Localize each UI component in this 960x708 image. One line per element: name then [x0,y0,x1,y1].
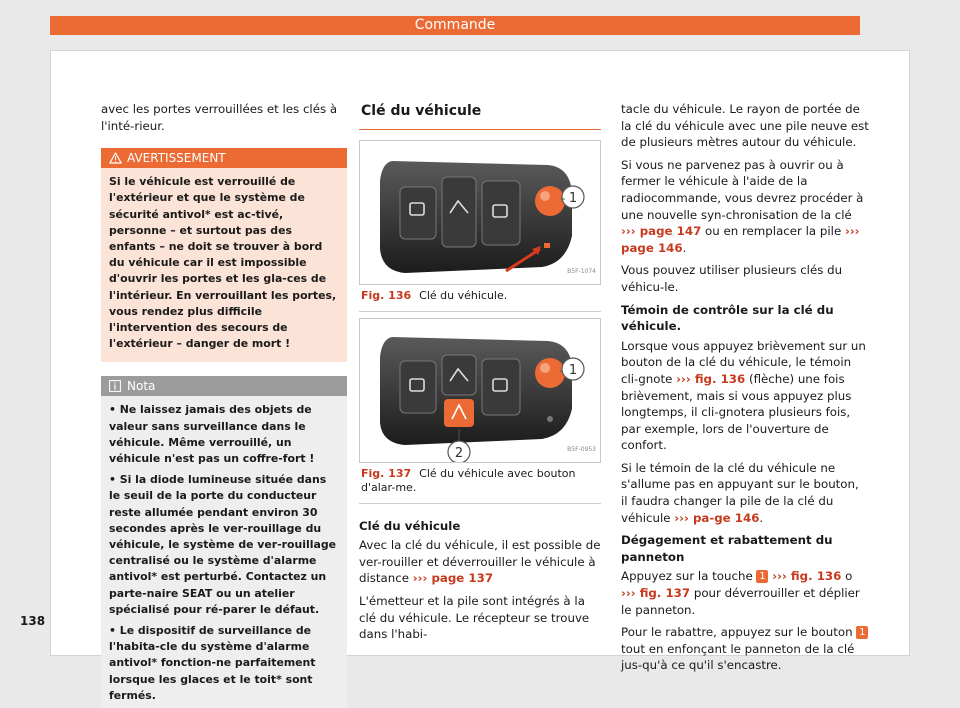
figure-number: Fig. 136 [361,288,412,302]
paragraph: Appuyez sur la touche 1 ››› fig. 136 o ››› fig. 137 pour déverrouiller et déplier le panneton. [621,569,860,617]
intro-text: avec les portes verrouillées et les clés à l'inté-rieur. [101,102,338,133]
warning-triangle-icon [109,152,122,164]
note-box [101,376,347,708]
figure-136-caption [359,285,601,312]
warning-text: Si le véhicule est verrouillé de l'extérieur et que le système de sécurité antivol* est ac-tivé, personne – et surtout pas des enfants – ne doit se trouver à bord du véhicule car il est impossible d'ouvrir les portes et les gla-ces de l'intérieur. En verrouillant les portes, vous rendez plus difficile l'intervention des secours de l'extérieur – danger de mort ! [109,175,337,351]
caption-text: Clé du véhicule avec bouton d'alar-me. [361,466,576,494]
key-alarm-illustration [360,319,600,462]
figure-137 [359,318,601,463]
paragraph: L'émetteur et la pile sont intégrés à la clé du véhicule. Le récepteur se trouve dans l'habi- [359,593,590,642]
figure-ref-link[interactable]: ››› fig. 137 [621,586,691,601]
page-header: Commande [50,16,860,35]
subheading: Témoin de contrôle sur la clé du véhicule. [621,302,834,334]
subheading: Clé du véhicule [359,518,461,533]
note-body [101,396,347,708]
paragraph: Avec la clé du véhicule, il est possible de ver-rouiller et déverrouiller le véhicule à distance ››› page 137 [359,538,601,586]
callout-badge: 1 [856,626,868,639]
note-item: • Ne laissez jamais des objets de valeur sans surveillance dans le véhicule. Même verrouillé, un véhicule n'est pas un coffre-fort ! [109,403,315,466]
column-middle [359,101,601,649]
paragraph: Vous pouvez utiliser plusieurs clés du véhicu-le. [621,263,843,294]
callout-badge: 1 [756,570,768,583]
section-title: Clé du véhicule [359,101,601,130]
page-ref-link[interactable]: ››› page 146 [621,224,860,255]
callout-label-2: 2 [454,445,464,461]
page-ref-link[interactable]: ››› pa-ge 146 [674,510,760,525]
figure-number: Fig. 137 [361,466,412,480]
paragraph: Si vous ne parvenez pas à ouvrir ou à fermer le véhicule à l'aide de la radiocommande, vous devrez procéder à une nouvelle syn-chronisation de la clé ››› page 147 ou en remplacer la pile ››› page 146. [621,157,864,255]
note-item: • Si la diode lumineuse située dans le seuil de la porte du conducteur reste allumée pendant environ 30 secondes après le ver-rouillage du véhicule, le système de ver-rouillage centralisé ou le système d'alarme antivol* est perturbé. Contactez un parte-naire SEAT ou un atelier spécialisé pour ré-parer le défaut. [109,473,337,616]
callout-label-1: 1 [568,362,578,378]
column-left [101,101,347,708]
warning-title: AVERTISSEMENT [127,151,226,166]
figure-code: B5F-0953 [567,446,596,453]
page-number: 138 [20,614,46,628]
figure-ref-link[interactable]: ››› fig. 136 [676,371,746,386]
warning-box [101,148,347,362]
page [50,50,910,702]
note-header [101,376,347,396]
caption-text: Clé du véhicule. [419,288,508,302]
paragraph: Lorsque vous appuyez brièvement sur un bouton de la clé du véhicule, le témoin cli-gnote ››› fig. 136 (flèche) une fois brièvement, mais si vous appuyez plus longtemps, il cli-gnotera plusieurs fois, par exemple, lors de l'ouverture de confort. [621,338,866,453]
figure-137-caption [359,463,601,504]
info-icon [109,380,121,392]
paragraph: tacle du véhicule. Le rayon de portée de la clé du véhicule avec une pile neuve est de plusieurs mètres autour du véhicule. [621,102,869,150]
key-illustration [360,141,600,284]
page-ref-link[interactable]: ››› page 147 [621,224,702,239]
paragraph: Si le témoin de la clé du véhicule ne s'allume pas en appuyant sur le bouton, il faudra changer la pile de la clé du véhicule ››› pa-ge 146. [621,460,859,525]
subheading: Dégagement et rabattement du panneton [621,533,833,564]
note-item: • Le dispositif de surveillance de l'habita-cle du système d'alarme antivol* fonction-ne parfaitement lorsque les glaces et le toit* sont fermés. [109,624,316,702]
figure-code: B5F-1074 [567,268,596,275]
column-right [621,101,869,680]
page-ref-link[interactable]: ››› page 137 [412,571,494,586]
paragraph: Pour le rabattre, appuyez sur le bouton 1 tout en enfonçant le panneton de la clé jus-qu'à ce qu'il s'encastre. [621,624,869,674]
note-title: Nota [127,379,156,394]
figure-136 [359,140,601,285]
callout-label-1: 1 [568,190,578,206]
warning-header [101,148,347,168]
figure-ref-link[interactable]: ››› fig. 136 [772,569,842,584]
